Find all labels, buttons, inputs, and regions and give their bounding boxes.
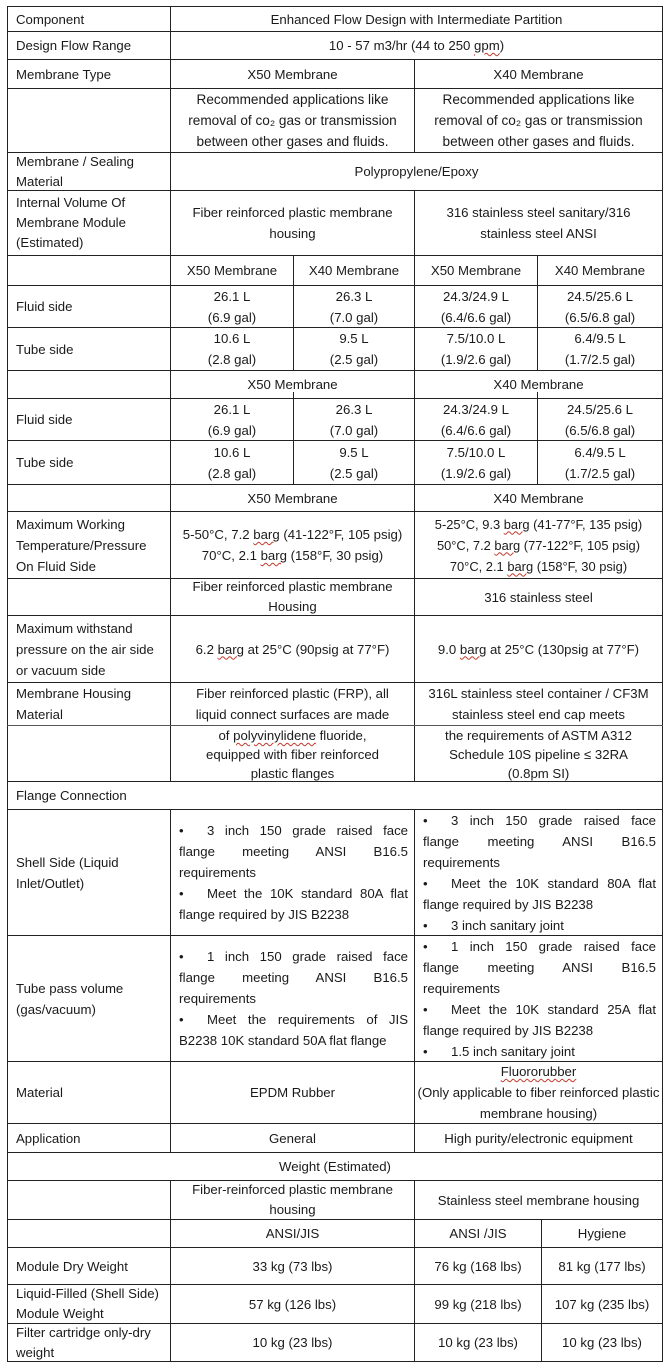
tube-pass-frp	[170, 935, 415, 1062]
tube-pass-ss	[414, 935, 663, 1062]
header-text: Fiber-reinforced plastic membrane housing	[192, 1182, 393, 1217]
header-text: X40 Membrane	[554, 263, 646, 278]
section-title: Weight (Estimated)	[279, 1159, 391, 1174]
row-label-max-working	[7, 511, 171, 579]
tube-side-cell	[293, 440, 415, 485]
tube-side-cell	[170, 440, 294, 485]
temp-text: (158°F, 30 psig)	[287, 548, 384, 563]
header-text: X40 Membrane	[493, 377, 584, 392]
gallons: (6.5/6.8 gal)	[564, 422, 636, 438]
weight-housing-frp	[170, 1180, 415, 1220]
row-label-shell-side	[7, 809, 171, 936]
row-label-empty	[7, 484, 171, 512]
liters: 9.5 L	[339, 444, 369, 460]
section-title: Flange Connection	[16, 788, 127, 803]
label-text: Application	[16, 1130, 81, 1146]
gallons: (1.9/2.6 gal)	[440, 352, 512, 367]
value-text: polyvinylidene	[233, 728, 316, 743]
bullet-item: • 3 inch 150 grade raised face flange meeting ANSI B16.5 requirements	[423, 810, 656, 873]
internal-volume-ss	[414, 190, 663, 256]
liters: 7.5/10.0 L	[446, 444, 506, 460]
row-label-withstand	[7, 615, 171, 683]
bullet-item: • Meet the 10K standard 80A flat flange required by JIS B2238	[423, 873, 656, 915]
unit-text: barg	[260, 548, 287, 563]
header-text: X50 Membrane	[430, 263, 522, 278]
temp-text: (158°F, 30 psig)	[533, 558, 628, 574]
weight-cell	[541, 1284, 663, 1324]
flow-value	[170, 31, 663, 60]
value-text: 76 kg (168 lbs)	[434, 1258, 522, 1274]
value-text: 10 kg (23 lbs)	[438, 1335, 518, 1350]
row-label-empty	[7, 255, 171, 286]
gallons: (7.0 gal)	[329, 309, 379, 325]
flow-range-text: 10 - 57 m3/hr (44 to 250	[328, 38, 475, 53]
label-text: Material	[16, 1085, 63, 1100]
value-text: General	[269, 1130, 316, 1146]
unit-text: barg	[503, 516, 530, 532]
weight-cell	[541, 1247, 663, 1285]
fluid-side-cell	[537, 398, 663, 441]
label-text: Filter cartridge only-dry weight	[16, 1324, 151, 1360]
liters: 26.1 L	[213, 288, 251, 304]
liters: 24.5/25.6 L	[567, 401, 633, 417]
liters: 10.6 L	[213, 331, 251, 346]
gallons: (6.9 gal)	[207, 309, 257, 325]
tube-side-cell	[170, 327, 294, 371]
shell-side-frp	[170, 809, 415, 936]
fluid-side-cell	[293, 285, 415, 328]
weight-cell	[414, 1247, 542, 1285]
header-text: 316 stainless steel	[484, 589, 593, 605]
temp-text: 70°C, 2.1	[449, 558, 508, 574]
bullet-item: • 3 inch sanitary joint	[423, 915, 656, 936]
material-ss	[414, 1061, 663, 1124]
label-text: Fluid side	[16, 299, 73, 314]
fluid-side-cell	[170, 285, 294, 328]
liters: 26.1 L	[213, 401, 251, 417]
header-text: Stainless steel membrane housing	[437, 1192, 640, 1208]
unit-text: barg	[507, 558, 534, 574]
value-text: of	[218, 728, 234, 743]
gallons: (1.9/2.6 gal)	[440, 465, 512, 481]
liters: 24.5/25.6 L	[567, 288, 633, 304]
temp-text: 5-25°C, 9.3	[434, 516, 504, 532]
gallons: (6.5/6.8 gal)	[564, 309, 636, 325]
max-working-x40	[414, 511, 663, 579]
bullet-item: • 1.5 inch sanitary joint	[423, 1041, 656, 1062]
row-label-empty	[7, 88, 171, 153]
value-text: 81 kg (177 lbs)	[558, 1258, 646, 1274]
pressure-text: 6.2	[195, 641, 218, 657]
row-label-application	[7, 1123, 171, 1153]
max-working-x50	[170, 511, 415, 579]
label-text: Shell Side (Liquid Inlet/Outlet)	[16, 854, 119, 891]
vol-header	[170, 255, 294, 286]
sealing-value	[170, 152, 663, 191]
value-text: fluoride, equipped with fiber reinforced plastic flanges	[205, 728, 379, 781]
gallons: (2.8 gal)	[207, 352, 257, 367]
row-label-empty	[7, 726, 171, 782]
value-text: Fiber reinforced plastic membrane housing	[192, 205, 393, 241]
temp-text: (41-122°F, 105 psig)	[279, 527, 403, 542]
header-text: ANSI /JIS	[449, 1226, 507, 1241]
tube-side-cell	[293, 327, 415, 371]
temp-header	[414, 484, 663, 512]
value-title: Fluororubber	[500, 1064, 577, 1079]
label-text: Liquid-Filled (Shell Side) Module Weight	[16, 1286, 159, 1321]
header-text: X40 Membrane	[308, 263, 400, 278]
weight-std	[541, 1219, 663, 1248]
value-text: 10 kg (23 lbs)	[252, 1335, 333, 1350]
temp-text: (41-77°F, 135 psig)	[529, 516, 643, 532]
shell-side-ss	[414, 809, 663, 936]
header-text: X50 Membrane	[186, 263, 278, 278]
bullet-item: • Meet the 10K standard 80A flat flange required by JIS B2238	[179, 883, 408, 925]
row-label-tube-side	[7, 440, 171, 485]
gallons: (2.5 gal)	[329, 352, 379, 367]
gallons: (1.7/2.5 gal)	[564, 465, 636, 481]
weight-cell	[414, 1323, 542, 1362]
fluid-side-cell	[537, 285, 663, 328]
row-label-material	[7, 1061, 171, 1124]
value-text: Fiber reinforced plastic (FRP), all liquid connect surfaces are made	[195, 686, 390, 722]
value-text: X40 Membrane	[493, 66, 584, 82]
row-label-filled-weight	[7, 1284, 171, 1324]
row-label-component	[7, 6, 171, 32]
tube-side-cell	[537, 440, 663, 485]
value-text: 57 kg (126 lbs)	[248, 1296, 337, 1312]
unit-text: barg	[253, 527, 280, 542]
bullet-item: • 3 inch 150 grade raised face flange meeting ANSI B16.5 requirements	[179, 820, 408, 883]
label-text: Component	[16, 11, 85, 27]
value-text: High purity/electronic equipment	[444, 1130, 633, 1146]
section-flange-connection	[7, 781, 663, 810]
label-text: Membrane Type	[16, 66, 112, 82]
liters: 24.3/24.9 L	[443, 288, 509, 304]
weight-std	[170, 1219, 415, 1248]
label-text: Tube side	[16, 455, 74, 470]
bullet-item: • 1 inch 150 grade raised face flange meeting ANSI B16.5 requirements	[423, 936, 656, 999]
weight-cell	[170, 1323, 415, 1362]
component-value	[170, 6, 663, 32]
internal-volume-frp	[170, 190, 415, 256]
row-label-housing-material	[7, 682, 171, 726]
vol-header	[293, 255, 415, 286]
applications-x50	[170, 88, 415, 153]
pressure-text: at 25°C (130psig at 77°F)	[486, 641, 640, 657]
value-text: the requirements of ASTM A312 Schedule 10S pipeline ≤ 32RA (0.8pm SI)	[445, 728, 632, 781]
gallons: (2.5 gal)	[329, 465, 379, 481]
temp-text: (77-122°F, 105 psig)	[520, 537, 641, 553]
row-label-tube-pass	[7, 935, 171, 1062]
unit-text: barg	[217, 641, 244, 657]
row-label-internal-volume	[7, 190, 171, 256]
tube-side-cell	[414, 327, 538, 371]
value-text: Polypropylene/Epoxy	[354, 164, 479, 179]
row-label-cartridge-weight	[7, 1323, 171, 1362]
row-label-empty	[7, 1180, 171, 1220]
value-text: 10 kg (23 lbs)	[562, 1335, 642, 1350]
housing-header-frp	[170, 578, 415, 616]
gallons: (7.0 gal)	[329, 422, 379, 438]
header-text: Hygiene	[577, 1226, 627, 1241]
fluid-side-cell	[414, 398, 538, 441]
pressure-text: at 25°C (90psig at 77°F)	[243, 641, 390, 657]
liters: 26.3 L	[335, 401, 373, 417]
row-label-fluid-side	[7, 285, 171, 328]
withstand-ss	[414, 615, 663, 683]
row-label-empty	[7, 578, 171, 616]
header-text: ANSI/JIS	[265, 1226, 320, 1241]
label-text: Maximum withstand pressure on the air side or vacuum side	[16, 620, 154, 678]
label-text: Membrane Housing Material	[16, 686, 132, 722]
row-label-dry-weight	[7, 1247, 171, 1285]
liters: 9.5 L	[339, 331, 369, 346]
membrane-type-x50	[170, 59, 415, 89]
liters: 26.3 L	[335, 288, 373, 304]
header-text: X40 Membrane	[493, 490, 584, 506]
header-text: X50 Membrane	[247, 377, 338, 392]
row-label-fluid-side	[7, 398, 171, 441]
row-label-flow	[7, 31, 171, 60]
material-frp	[170, 1061, 415, 1124]
housing-material-ss-bottom	[414, 726, 663, 782]
unit-text: barg	[494, 537, 521, 553]
label-text: Internal Volume Of Membrane Module (Estimated)	[16, 195, 126, 250]
value-text: 99 kg (218 lbs)	[434, 1296, 522, 1312]
gallons: (6.9 gal)	[207, 422, 257, 438]
unit-text: barg	[459, 641, 487, 657]
tube-side-cell	[414, 440, 538, 485]
value-text: Recommended applications like removal of co₂ gas or transmission between other gases and fluids.	[434, 92, 643, 149]
bullet-item: • Meet the 10K standard 25A flat flange required by JIS B2238	[423, 999, 656, 1041]
gallons: (6.4/6.6 gal)	[440, 309, 512, 325]
applications-x40	[414, 88, 663, 153]
value-text: 33 kg (73 lbs)	[252, 1258, 333, 1274]
vol-header	[414, 370, 663, 399]
weight-housing-ss	[414, 1180, 663, 1220]
label-text: Tube side	[16, 341, 74, 357]
value-text: 316 stainless steel sanitary/316 stainless steel ANSI	[446, 205, 631, 241]
row-label-empty	[7, 1219, 171, 1248]
application-frp	[170, 1123, 415, 1153]
housing-material-ss-top	[414, 682, 663, 726]
weight-cell	[170, 1247, 415, 1285]
row-label-empty	[7, 370, 171, 399]
temp-text: 50°C, 7.2	[436, 537, 495, 553]
housing-material-frp-bottom	[170, 726, 415, 782]
value-text: EPDM Rubber	[249, 1085, 336, 1100]
row-label-tube-side	[7, 327, 171, 371]
flow-unit-text: gpm	[474, 38, 500, 53]
application-ss	[414, 1123, 663, 1153]
value-text: Recommended applications like removal of co₂ gas or transmission between other gases and fluids.	[188, 92, 397, 149]
weight-cell	[170, 1284, 415, 1324]
fluid-side-cell	[170, 398, 294, 441]
label-text: Tube pass volume (gas/vacuum)	[16, 980, 124, 1017]
value-text: X50 Membrane	[247, 66, 338, 82]
value-text: 107 kg (235 lbs)	[554, 1296, 650, 1312]
label-text: Maximum Working Temperature/Pressure On Fluid Side	[16, 516, 147, 574]
header-text: Fiber reinforced plastic membrane Housing	[192, 579, 393, 614]
header-text: X50 Membrane	[247, 490, 338, 506]
value-text: Enhanced Flow Design with Intermediate Partition	[270, 11, 563, 27]
liters: 10.6 L	[213, 444, 251, 460]
label-text: Fluid side	[16, 412, 73, 427]
liters: 6.4/9.5 L	[574, 331, 626, 346]
temp-text: 70°C, 2.1	[201, 548, 261, 563]
weight-std	[414, 1219, 542, 1248]
temp-text: 5-50°C, 7.2	[182, 527, 254, 542]
row-label-membrane-type	[7, 59, 171, 89]
withstand-frp	[170, 615, 415, 683]
fluid-side-cell	[414, 285, 538, 328]
value-note: (Only applicable to fiber reinforced plastic membrane housing)	[417, 1085, 660, 1121]
vol-header	[414, 255, 538, 286]
flow-suffix-text: )	[499, 38, 505, 53]
bullet-item: • 1 inch 150 grade raised face flange meeting ANSI B16.5 requirements	[179, 946, 408, 1009]
weight-cell	[414, 1284, 542, 1324]
gallons: (2.8 gal)	[207, 465, 257, 481]
vol-header	[537, 255, 663, 286]
label-text: Module Dry Weight	[16, 1258, 128, 1274]
weight-cell	[541, 1323, 663, 1362]
liters: 7.5/10.0 L	[446, 331, 506, 346]
section-weight	[7, 1152, 663, 1181]
gallons: (6.4/6.6 gal)	[440, 422, 512, 438]
label-text: Membrane / Sealing Material	[16, 153, 135, 189]
liters: 6.4/9.5 L	[574, 444, 626, 460]
housing-header-ss	[414, 578, 663, 616]
bullet-item: • Meet the requirements of JIS B2238 10K standard 50A flat flange	[179, 1009, 408, 1051]
housing-material-frp-top	[170, 682, 415, 726]
temp-header	[170, 484, 415, 512]
row-label-sealing	[7, 152, 171, 191]
label-text: Design Flow Range	[16, 38, 132, 53]
liters: 24.3/24.9 L	[443, 401, 509, 417]
membrane-type-x40	[414, 59, 663, 89]
gallons: (1.7/2.5 gal)	[564, 352, 636, 367]
fluid-side-cell	[293, 398, 415, 441]
tube-side-cell	[537, 327, 663, 371]
value-text: 316L stainless steel container / CF3M stainless steel end cap meets	[428, 686, 649, 722]
pressure-text: 9.0	[437, 641, 460, 657]
